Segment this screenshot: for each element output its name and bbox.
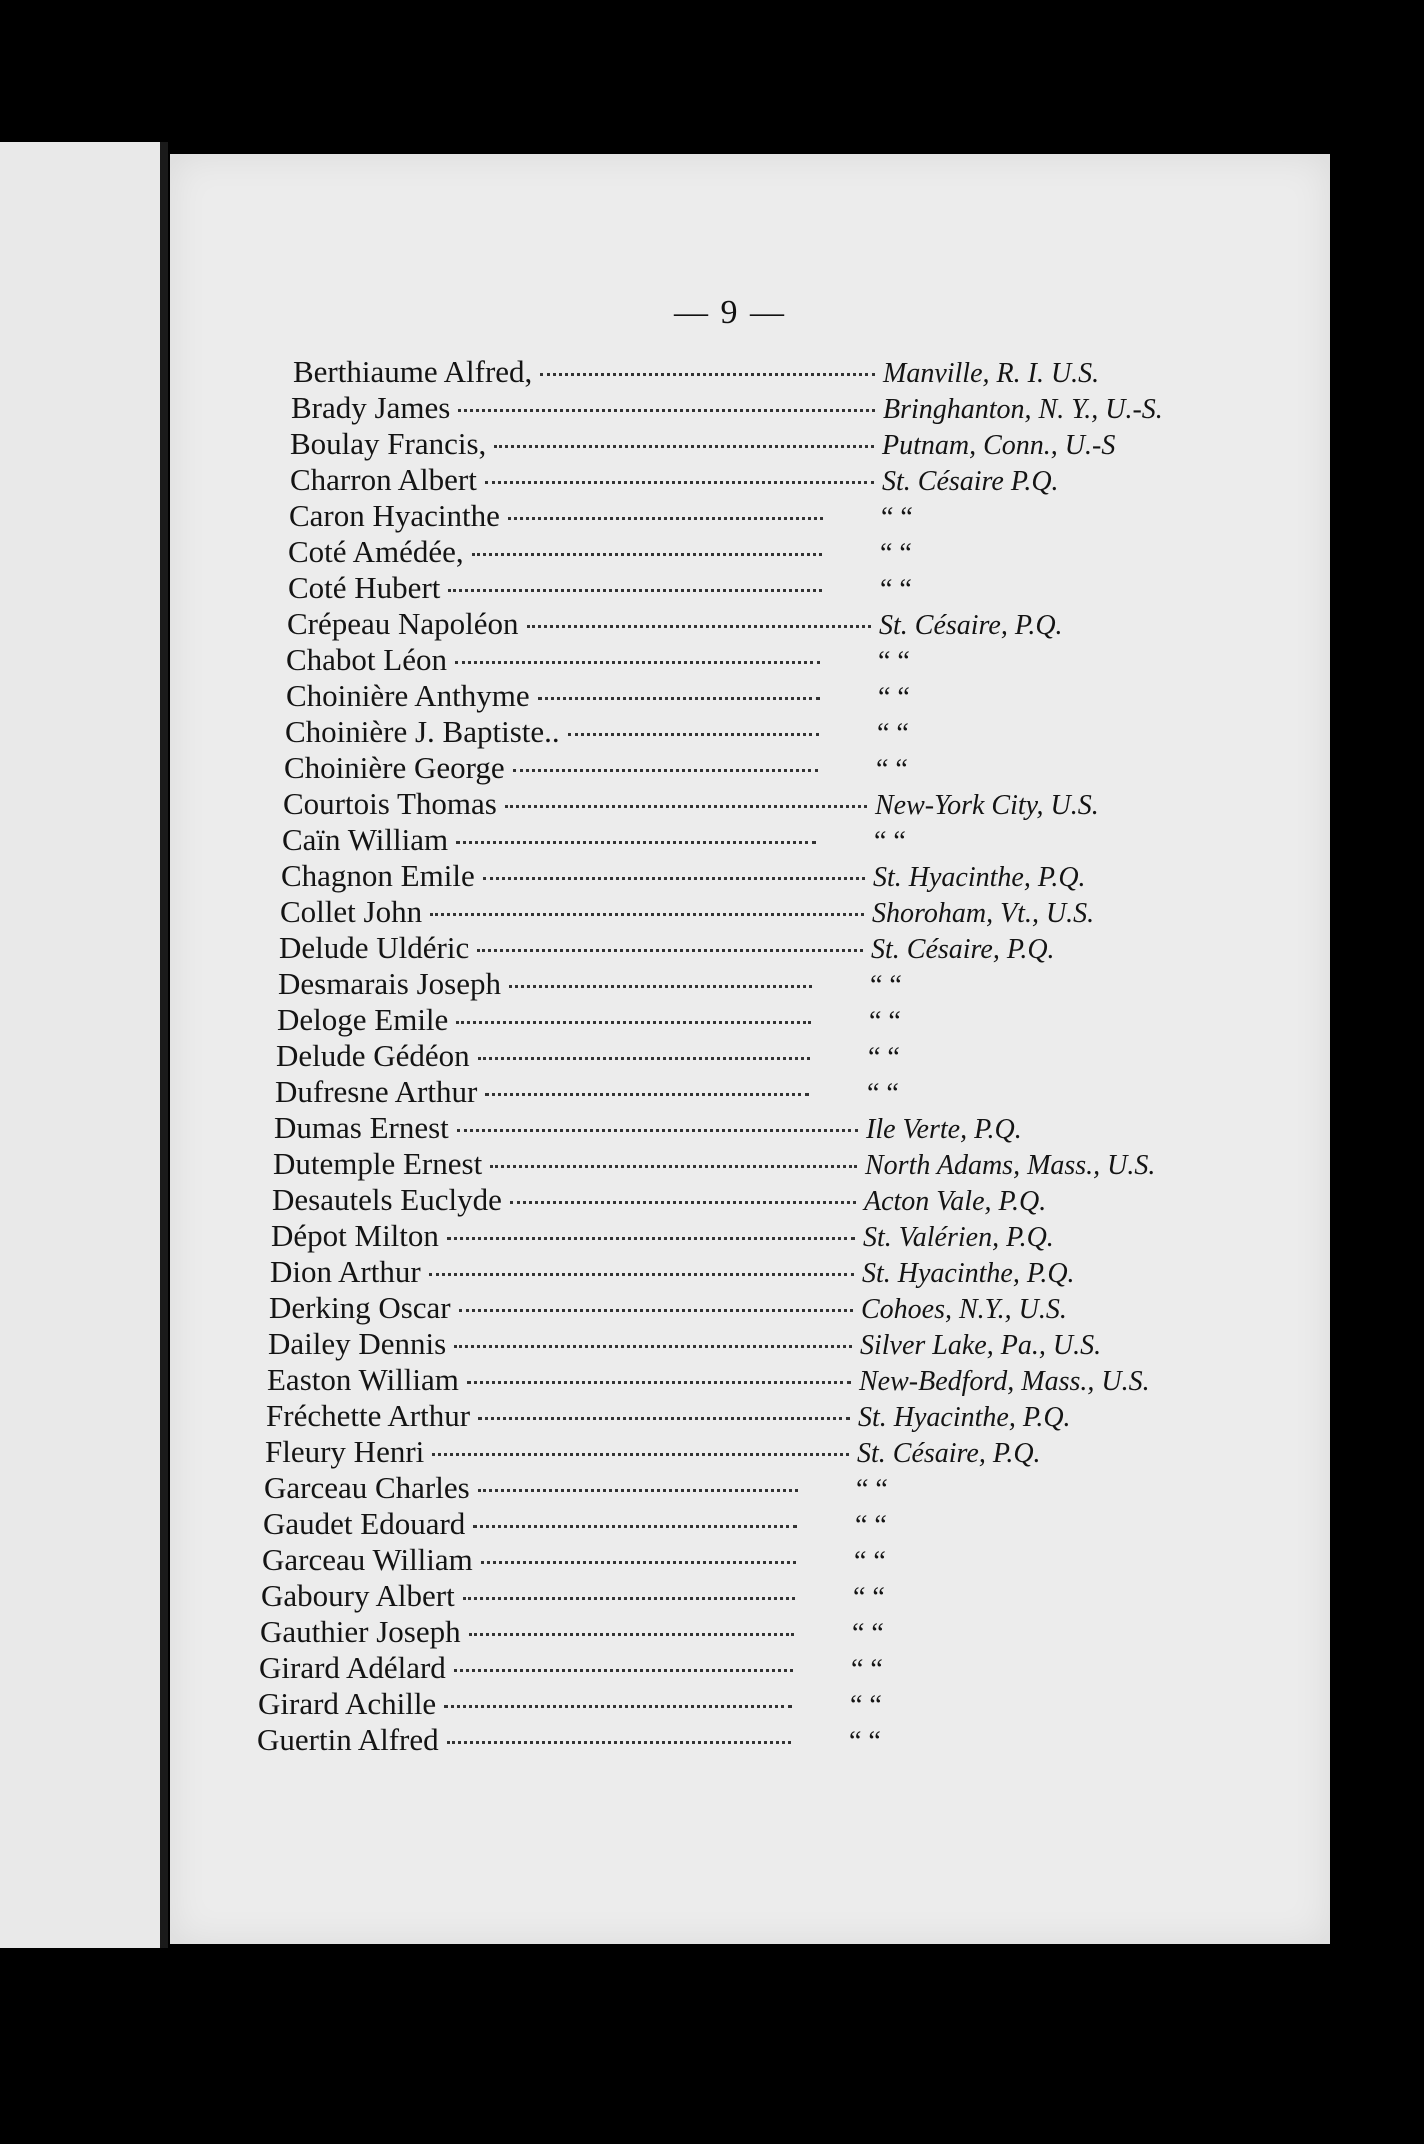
dot-leader — [510, 1201, 856, 1204]
entry-place-ditto: “ “ — [856, 1474, 888, 1505]
entry-place: Silver Lake, Pa., U.S. — [860, 1330, 1102, 1361]
dot-leader — [457, 1129, 858, 1132]
entry-name: Choinière J. Baptiste.. — [285, 714, 560, 749]
dot-leader — [458, 409, 875, 412]
entry-name: Courtois Thomas — [283, 786, 497, 821]
entry-place-ditto: “ “ — [878, 646, 910, 677]
entry-place-ditto: “ “ — [881, 502, 913, 533]
dot-leader — [538, 697, 820, 700]
dot-leader — [527, 625, 871, 628]
list-entry — [267, 1362, 1189, 1398]
entry-place: St. Hyacinthe, P.Q. — [873, 862, 1086, 893]
dot-leader — [485, 1093, 809, 1096]
dot-leader — [447, 1741, 791, 1744]
list-entry — [285, 714, 1207, 750]
dot-leader — [505, 805, 867, 808]
dot-leader — [430, 913, 864, 916]
dot-leader — [473, 1525, 797, 1528]
dot-leader — [540, 373, 875, 376]
entry-name: Crépeau Napoléon — [287, 606, 519, 641]
list-entry — [290, 426, 1212, 462]
entry-name: Fleury Henri — [265, 1434, 425, 1469]
entry-place: Acton Vale, P.Q. — [864, 1186, 1047, 1217]
list-entry — [258, 1686, 1180, 1722]
entry-place: North Adams, Mass., U.S. — [865, 1150, 1156, 1181]
entry-place-ditto: “ “ — [870, 970, 902, 1001]
entry-place: St. Césaire, P.Q. — [879, 610, 1063, 641]
entry-place-ditto: “ “ — [876, 754, 908, 785]
entry-name: Guertin Alfred — [257, 1722, 439, 1757]
entry-name: Boulay Francis, — [290, 426, 487, 461]
dot-leader — [483, 877, 865, 880]
entry-name: Coté Hubert — [288, 570, 441, 605]
list-entry — [273, 1146, 1195, 1182]
entry-name: Chabot Léon — [286, 642, 447, 677]
dot-leader — [454, 1669, 793, 1672]
dot-leader — [494, 445, 874, 448]
dot-leader — [456, 841, 816, 844]
list-entry — [269, 1290, 1191, 1326]
entry-place-ditto: “ “ — [850, 1690, 882, 1721]
entry-name: Berthiaume Alfred, — [293, 354, 533, 389]
dot-leader — [429, 1273, 854, 1276]
entry-name: Collet John — [280, 894, 423, 929]
entry-place: St. Césaire, P.Q. — [857, 1438, 1041, 1469]
list-entry — [287, 606, 1209, 642]
entry-place-ditto: “ “ — [852, 1618, 884, 1649]
list-entry — [257, 1722, 1179, 1758]
dot-leader — [477, 949, 863, 952]
entry-name: Fréchette Arthur — [266, 1398, 471, 1433]
entry-name: Dailey Dennis — [268, 1326, 447, 1361]
list-entry — [266, 1398, 1188, 1434]
list-entry — [289, 498, 1211, 534]
entry-place-ditto: “ “ — [853, 1582, 885, 1613]
entry-name: Garceau William — [262, 1542, 473, 1577]
list-entry — [278, 966, 1200, 1002]
entry-name: Choinière Anthyme — [286, 678, 530, 713]
entry-place: New-York City, U.S. — [875, 790, 1099, 821]
list-entry — [291, 390, 1213, 426]
entry-place: Putnam, Conn., U.-S — [882, 430, 1116, 461]
dot-leader — [432, 1453, 849, 1456]
list-entry — [265, 1434, 1187, 1470]
list-entry — [282, 822, 1204, 858]
entry-name: Choinière George — [284, 750, 505, 785]
dot-leader — [448, 589, 822, 592]
list-entry — [270, 1254, 1192, 1290]
entry-place: Manville, R. I. U.S. — [883, 358, 1100, 389]
list-entry — [280, 894, 1202, 930]
entry-name: Charron Albert — [290, 462, 477, 497]
entry-name: Dion Arthur — [270, 1254, 421, 1289]
entry-place-ditto: “ “ — [878, 682, 910, 713]
list-entry — [288, 570, 1210, 606]
entry-name: Chagnon Emile — [281, 858, 475, 893]
dot-leader — [568, 733, 819, 736]
list-entry — [260, 1614, 1182, 1650]
entry-name: Gaboury Albert — [261, 1578, 455, 1613]
list-entry — [276, 1038, 1198, 1074]
dot-leader — [508, 517, 823, 520]
entry-name: Coté Amédée, — [288, 534, 464, 569]
entry-place: St. Hyacinthe, P.Q. — [858, 1402, 1071, 1433]
list-entry — [293, 354, 1213, 390]
entry-name: Caïn William — [282, 822, 449, 857]
entry-place: Cohoes, N.Y., U.S. — [861, 1294, 1067, 1325]
entry-place: St. Césaire, P.Q. — [871, 934, 1055, 965]
entry-name: Desautels Euclyde — [272, 1182, 502, 1217]
entry-place-ditto: “ “ — [851, 1654, 883, 1685]
dot-leader — [447, 1237, 855, 1240]
entry-place-ditto: “ “ — [854, 1546, 886, 1577]
dot-leader — [478, 1057, 810, 1060]
list-entry — [275, 1074, 1197, 1110]
list-entry — [286, 642, 1208, 678]
dot-leader — [478, 1489, 798, 1492]
entry-name: Garceau Charles — [264, 1470, 470, 1505]
entry-name: Brady James — [291, 390, 451, 425]
dot-leader — [444, 1705, 792, 1708]
entry-name: Easton William — [267, 1362, 459, 1397]
entry-place: St. Valérien, P.Q. — [863, 1222, 1054, 1253]
entry-name: Dutemple Ernest — [273, 1146, 483, 1181]
list-entry — [290, 462, 1212, 498]
list-entry — [272, 1182, 1194, 1218]
entry-place: Bringhanton, N. Y., U.-S. — [883, 394, 1163, 425]
document-page — [170, 154, 1330, 1944]
entry-name: Gauthier Joseph — [260, 1614, 461, 1649]
dot-leader — [469, 1633, 794, 1636]
entry-name: Derking Oscar — [269, 1290, 451, 1325]
list-entry — [261, 1578, 1183, 1614]
dot-leader — [463, 1597, 795, 1600]
entry-place-ditto: “ “ — [869, 1006, 901, 1037]
dot-leader — [472, 553, 822, 556]
entry-name: Gaudet Edouard — [263, 1506, 466, 1541]
entry-name: Delude Gédéon — [276, 1038, 470, 1073]
entry-place-ditto: “ “ — [867, 1078, 899, 1109]
entry-place-ditto: “ “ — [880, 538, 912, 569]
entry-place-ditto: “ “ — [877, 718, 909, 749]
list-entry — [259, 1650, 1181, 1686]
list-entry — [281, 858, 1203, 894]
list-entry — [262, 1542, 1184, 1578]
list-entry — [286, 678, 1208, 714]
list-entry — [279, 930, 1201, 966]
dot-leader — [455, 661, 820, 664]
dot-leader — [509, 985, 812, 988]
dot-leader — [481, 1561, 796, 1564]
entry-name: Dépot Milton — [271, 1218, 439, 1253]
dot-leader — [459, 1309, 853, 1312]
list-entry — [271, 1218, 1193, 1254]
entry-place-ditto: “ “ — [849, 1726, 881, 1757]
dot-leader — [485, 481, 874, 484]
entry-name: Girard Achille — [258, 1686, 437, 1721]
list-entry — [283, 786, 1205, 822]
entry-name: Dufresne Arthur — [275, 1074, 478, 1109]
dot-leader — [490, 1165, 857, 1168]
list-entry — [284, 750, 1206, 786]
name-list — [170, 154, 1330, 1944]
entry-place: Ile Verte, P.Q. — [866, 1114, 1022, 1145]
entry-name: Caron Hyacinthe — [289, 498, 500, 533]
entry-place: St. Hyacinthe, P.Q. — [862, 1258, 1075, 1289]
dot-leader — [513, 769, 818, 772]
entry-place-ditto: “ “ — [880, 574, 912, 605]
entry-place: Shoroham, Vt., U.S. — [872, 898, 1095, 929]
entry-place-ditto: “ “ — [868, 1042, 900, 1073]
entry-name: Dumas Ernest — [274, 1110, 449, 1145]
dot-leader — [456, 1021, 811, 1024]
entry-place-ditto: “ “ — [855, 1510, 887, 1541]
list-entry — [277, 1002, 1199, 1038]
list-entry — [264, 1470, 1186, 1506]
entry-name: Girard Adélard — [259, 1650, 446, 1685]
entry-name: Desmarais Joseph — [278, 966, 501, 1001]
list-entry — [268, 1326, 1190, 1362]
list-entry — [274, 1110, 1196, 1146]
entry-name: Delude Uldéric — [279, 930, 470, 965]
dot-leader — [478, 1417, 850, 1420]
page-number: — 9 — — [674, 294, 786, 331]
entry-place: New-Bedford, Mass., U.S. — [859, 1366, 1150, 1397]
entry-place: St. Césaire P.Q. — [882, 466, 1059, 497]
dot-leader — [467, 1381, 851, 1384]
list-entry — [288, 534, 1210, 570]
dot-leader — [454, 1345, 852, 1348]
list-entry — [263, 1506, 1185, 1542]
entry-name: Deloge Emile — [277, 1002, 449, 1037]
entry-place-ditto: “ “ — [874, 826, 906, 857]
facing-page-edge — [0, 142, 168, 1948]
